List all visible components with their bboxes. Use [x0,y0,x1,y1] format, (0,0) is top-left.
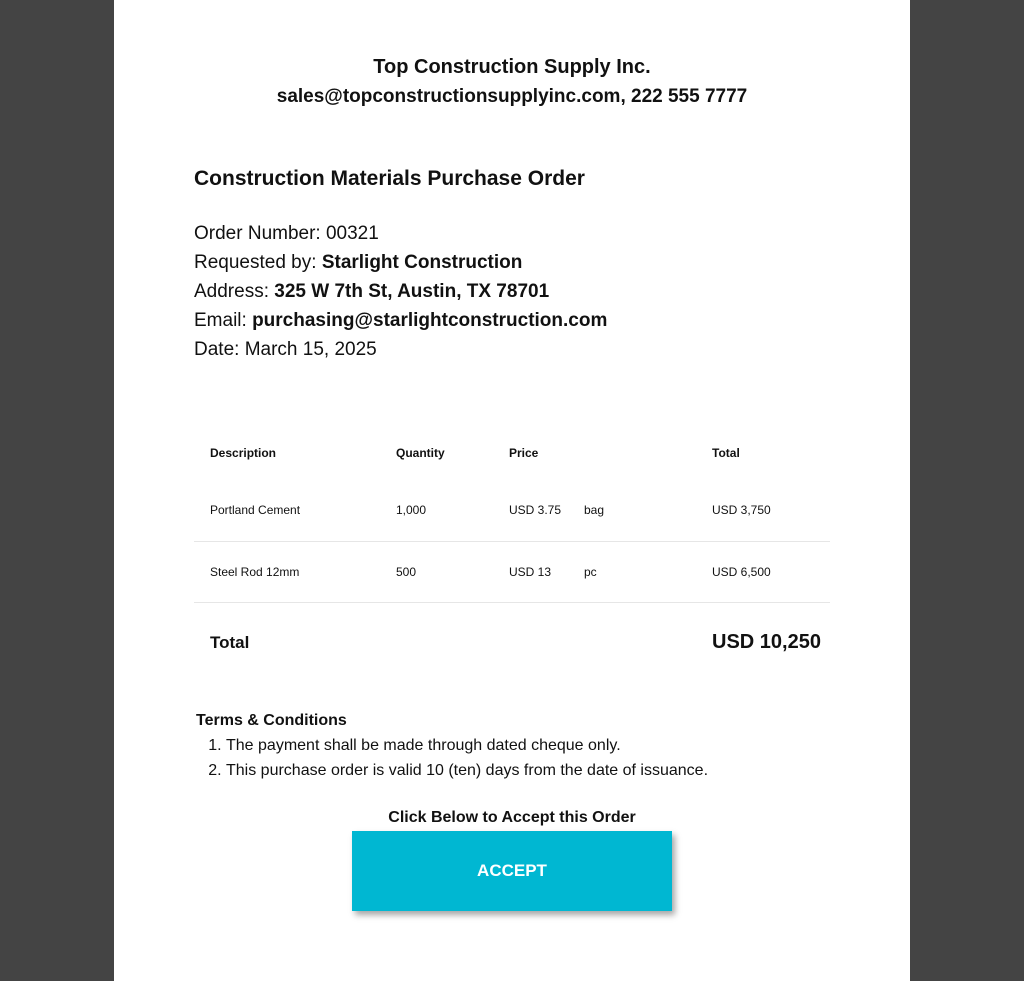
email-row [194,306,607,335]
cell-price: USD 3.75 [509,503,562,518]
table-header-row [194,425,830,480]
table-row [194,541,830,602]
cell-description: Portland Cement [210,503,301,518]
order-number-value: 00321 [325,223,379,244]
accept-caption: Click Below to Accept this Order [388,809,636,826]
date-label: Date: [194,339,245,360]
cell-total: USD 6,500 [712,564,771,579]
date-row [194,335,607,364]
terms-list [196,733,708,783]
requested-by-value: Starlight Construction [321,252,523,273]
header-price: Price [509,445,539,460]
cell-total: USD 3,750 [712,503,771,518]
address-label: Address: [194,281,275,302]
terms-item: 2. This purchase order is valid 10 (ten) days from the date of issuance. [226,758,708,783]
order-details [194,219,607,364]
terms-section [196,708,708,783]
terms-title: Terms & Conditions [196,712,347,729]
company-contact: sales@topconstructionsupplyinc.com, 222 555 7777 [276,86,748,107]
header-unit [584,425,712,480]
requested-by-label: Requested by: [194,252,322,273]
header-total: Total [712,445,740,460]
email-value: purchasing@starlightconstruction.com [252,310,608,331]
address-value: 325 W 7th St, Austin, TX 78701 [274,281,550,302]
document-title: Construction Materials Purchase Order [194,167,585,190]
cell-quantity: 500 [396,564,417,579]
date-value: March 15, 2025 [244,339,377,360]
grand-total-row [194,606,830,682]
grand-total-value: USD 10,250 [712,631,821,653]
cell-price: USD 13 [509,564,552,579]
order-number-row [194,219,607,248]
address-row [194,277,607,306]
email-label: Email: [194,310,253,331]
company-name: Top Construction Supply Inc. [373,56,651,78]
header-quantity: Quantity [396,445,445,460]
cell-quantity: 1,000 [396,503,427,518]
terms-item: 1. The payment shall be made through dated cheque only. [226,733,708,758]
grand-total-label: Total [210,633,250,652]
requested-by-row [194,248,607,277]
cell-unit: bag [584,503,605,518]
cell-unit: pc [584,564,597,579]
purchase-order-page [114,0,910,981]
items-table [194,425,830,603]
cell-description: Steel Rod 12mm [210,564,300,579]
table-row [194,480,830,541]
order-number-label: Order Number: [194,223,326,244]
header-description: Description [210,445,277,460]
accept-button[interactable]: ACCEPT [352,831,672,911]
